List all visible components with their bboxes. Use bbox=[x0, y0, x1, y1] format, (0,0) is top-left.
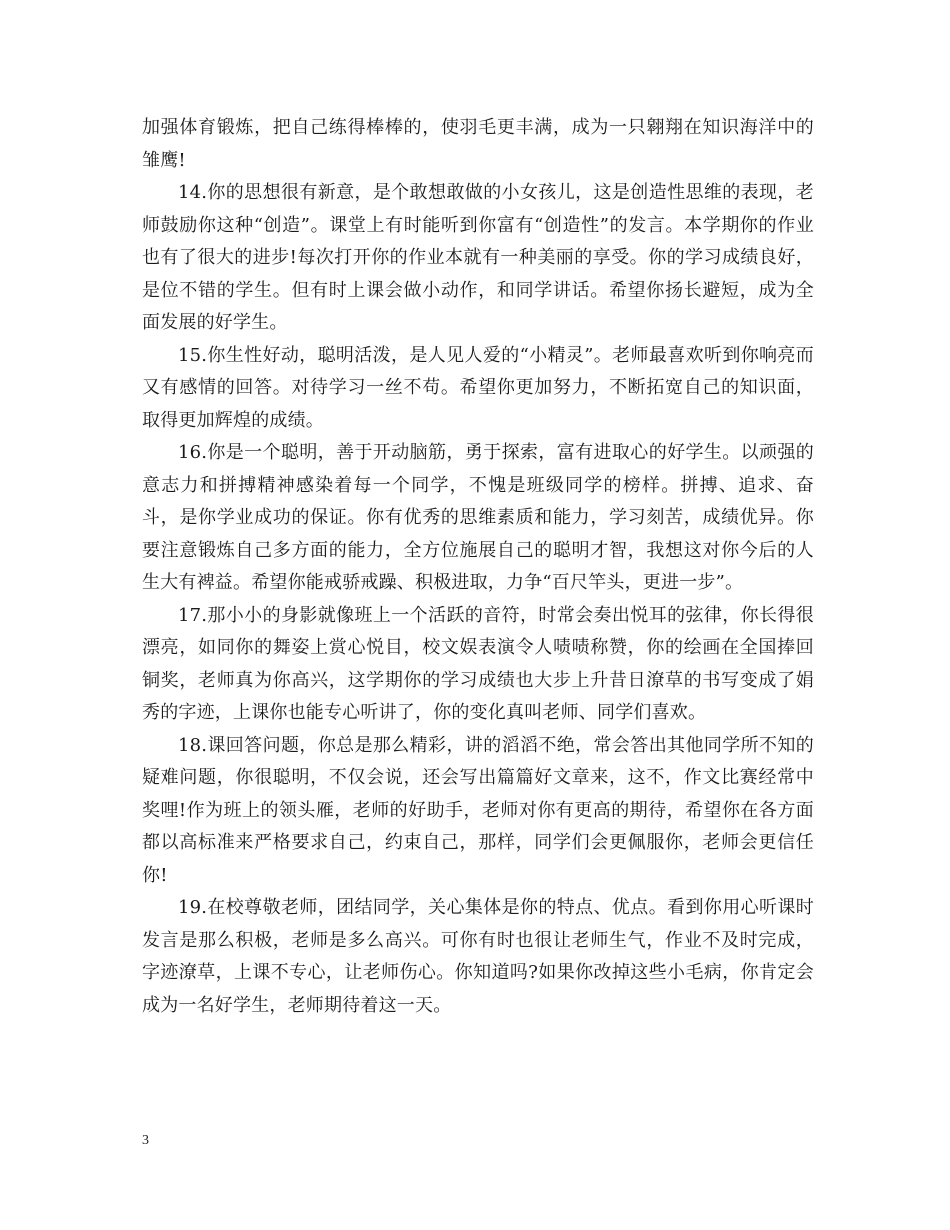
paragraph-16: 16.你是一个聪明，善于开动脑筋，勇于探索，富有进取心的好学生。以顽强的意志力和拼搏精神感染着每一个同学，不愧是班级同学的榜样。拼搏、追求、奋斗，是你学业成功的保证。你有优秀的思维素质和能力，学习刻苦，成绩优异。你要注意锻炼自己多方面的能力，全方位施展自己的聪明才智，我想这对你今后的人生大有裨益。希望你能戒骄戒躁、积极进取，力争“百尺竿头，更进一步”。 bbox=[142, 442, 814, 593]
page-number: 3 bbox=[142, 1133, 149, 1148]
paragraph-19: 19.在校尊敬老师，团结同学，关心集体是你的特点、优点。看到你用心听课时发言是那么积极，老师是多么高兴。可你有时也很让老师生气，作业不及时完成，字迹潦草，上课不专心，让老师伤心。你知道吗?如果你改掉这些小毛病，你肯定会成为一名好学生，老师期待着这一天。 bbox=[142, 897, 814, 1016]
paragraph-15: 15.你生性好动，聪明活泼，是人见人爱的“小精灵”。老师最喜欢听到你响亮而又有感情的回答。对待学习一丝不苟。希望你更加努力，不断拓宽自己的知识面，取得更加辉煌的成绩。 bbox=[142, 344, 814, 431]
page-content bbox=[142, 112, 814, 1022]
paragraph-continued: 加强体育锻炼，把自己练得棒棒的，使羽毛更丰满，成为一只翱翔在知识海洋中的雏鹰! bbox=[142, 117, 814, 171]
paragraph-14: 14.你的思想很有新意，是个敢想敢做的小女孩儿，这是创造性思维的表现，老师鼓励你这种“创造”。课堂上有时能听到你富有“创造性”的发言。本学期你的作业也有了很大的进步!每次打开你的作业本就有一种美丽的享受。你的学习成绩良好，是位不错的学生。但有时上课会做小动作，和同学讲话。希望你扬长避短，成为全面发展的好学生。 bbox=[142, 182, 814, 333]
paragraph-17: 17.那小小的身影就像班上一个活跃的音符，时常会奏出悦耳的弦律，你长得很漂亮，如同你的舞姿上赏心悦目，校文娱表演令人啧啧称赞，你的绘画在全国捧回铜奖，老师真为你高兴，这学期你的学习成绩也大步上升昔日潦草的书写变成了娟秀的字迹，上课你也能专心听讲了，你的变化真叫老师、同学们喜欢。 bbox=[142, 604, 814, 723]
paragraph-18: 18.课回答问题，你总是那么精彩，讲的滔滔不绝，常会答出其他同学所不知的疑难问题，你很聪明，不仅会说，还会写出篇篇好文章来，这不，作文比赛经常中奖哩!作为班上的领头雁，老师的好助手，老师对你有更高的期待，希望你在各方面都以高标准来严格要求自己，约束自己，那样，同学们会更佩服你，老师会更信任你! bbox=[142, 734, 814, 886]
